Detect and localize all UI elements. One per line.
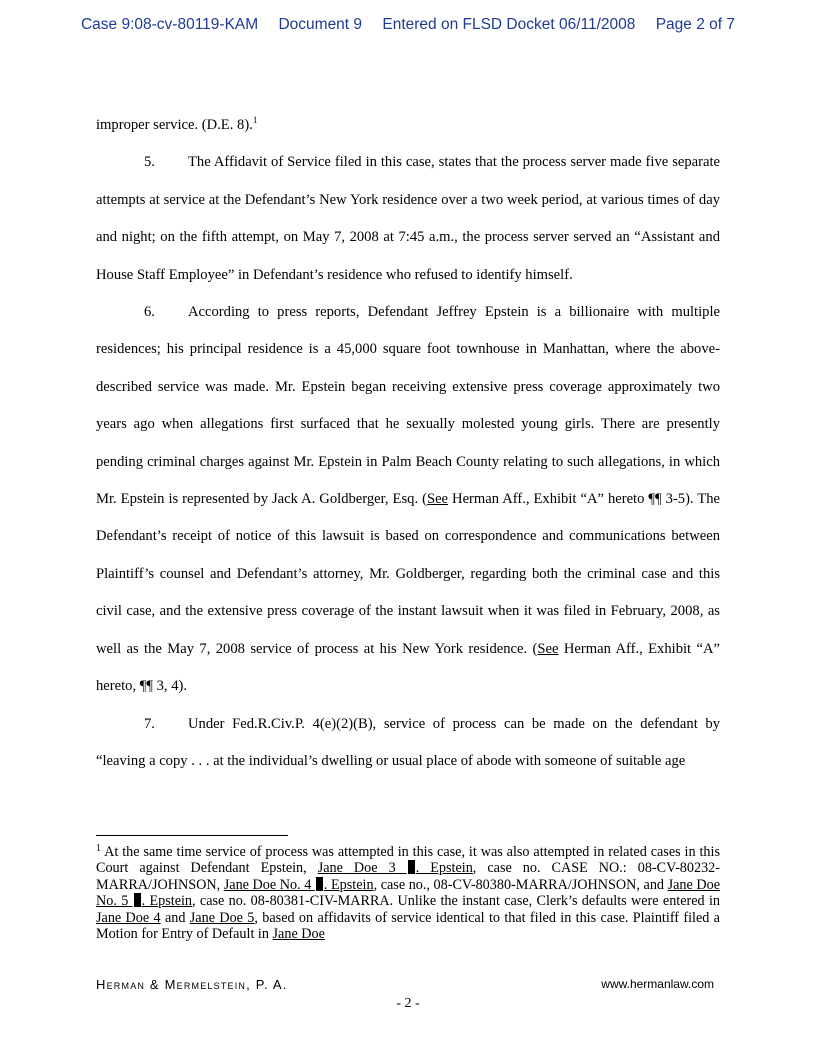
footnote-text: At the same time service of process was attempted in this case, it was also attempted in related cases in this Court against Defendant Epstein, bbox=[96, 844, 720, 877]
footnote-1 bbox=[96, 844, 720, 942]
footnote-divider bbox=[96, 835, 288, 836]
case-number: Case 9:08-cv-80119-KAM bbox=[80, 16, 259, 33]
paragraph-text: Herman Aff., Exhibit “A” hereto, ¶¶ 3, 4). bbox=[96, 640, 720, 695]
case-name: Jane Doe 4 bbox=[96, 909, 161, 926]
paragraph-text: Herman Aff., Exhibit “A” hereto ¶¶ 3-5). The Defendant’s receipt of notice of this lawsuit is based on correspondence and communications between Plaintiff’s counsel and Defendant’s attorney, Mr. Goldberger, regarding both the criminal case and this civil case, and the extensive press coverage of the instant lawsuit when it was filed in February, 2008, as well as the May 7, 2008 service of process at his New York residence. ( bbox=[96, 491, 721, 657]
case-name-part: Jane Doe No. 5 bbox=[96, 876, 720, 910]
redaction-block bbox=[134, 893, 141, 907]
see-citation: See bbox=[537, 640, 559, 657]
case-name-part: . Epstein bbox=[141, 893, 193, 910]
paragraph-7 bbox=[96, 706, 720, 781]
case-name-part: . Epstein bbox=[415, 860, 473, 877]
footnote-text: , case no. CASE NO.: 08-CV-80232-MARRA/JOHNSON, bbox=[96, 860, 720, 893]
paragraph-number: 6. bbox=[144, 304, 155, 321]
paragraph-number: 7. bbox=[144, 715, 155, 732]
paragraph-5 bbox=[96, 144, 720, 294]
paragraph-number: 5. bbox=[144, 154, 155, 171]
page-indicator: Page 2 of 7 bbox=[655, 16, 736, 33]
redaction-block bbox=[408, 860, 415, 874]
paragraph-text: According to press reports, Defendant Jeffrey Epstein is a billionaire with multiple residences; his principal residence is a 45,000 square foot townhouse in Manhattan, where the above-described service was made. Mr. Epstein began receiving extensive press coverage approximately two years ago when allegations first surfaced that he sexually molested young girls. There are presently pending criminal charges against Mr. Epstein in Palm Beach County relating to such allegations, in which Mr. Epstein is represented by Jack A. Goldberger, Esq. ( bbox=[96, 304, 720, 508]
page-number: - 2 - bbox=[396, 996, 420, 1011]
footnote-text: and bbox=[160, 909, 190, 926]
docket-header bbox=[0, 16, 816, 34]
firm-name: Herman & Mermelstein, P. A. bbox=[96, 977, 288, 992]
case-name-part: Jane Doe No. 4 bbox=[223, 876, 312, 893]
paragraph-text: The Affidavit of Service filed in this case, states that the process server made five separate attempts at service at the Defendant’s New York residence over a two week period, at various times of day and night; on the fifth attempt, on May 7, 2008 at 7:45 a.m., the process server served an “Assistant and House Staff Employee” in Defendant’s residence who refused to identify himself. bbox=[96, 154, 720, 283]
document-body bbox=[96, 107, 720, 780]
paragraph-text: improper service. (D.E. 8). bbox=[96, 117, 253, 133]
paragraph-text: Under Fed.R.Civ.P. 4(e)(2)(B), service of process can be made on the defendant by “leaving a copy . . . at the individual’s dwelling or usual place of abode with someone of suitable age bbox=[96, 715, 720, 769]
document-number: Document 9 bbox=[278, 16, 363, 33]
footnote-ref[interactable]: 1 bbox=[252, 115, 258, 125]
page-footer bbox=[96, 977, 720, 992]
paragraph-6 bbox=[96, 294, 720, 705]
case-name bbox=[318, 860, 473, 876]
footnote-text: , case no. 08-80381-CIV-MARRA. Unlike the instant case, Clerk’s defaults were entered in bbox=[192, 893, 720, 910]
case-name: Jane Doe 5 bbox=[189, 909, 255, 926]
redaction-block bbox=[316, 877, 323, 891]
footnote-text: , based on affidavits of service identical to that filed in this case. Plaintiff filed a Motion for Entry of Default in bbox=[96, 909, 720, 943]
footnote-text: , case no., 08-CV-80380-MARRA/JOHNSON, and bbox=[373, 876, 668, 893]
firm-url[interactable]: www.hermanlaw.com bbox=[601, 977, 714, 991]
case-name bbox=[224, 877, 374, 893]
case-name-part: . Epstein bbox=[323, 876, 374, 893]
case-name: Jane Doe bbox=[272, 926, 325, 943]
case-name-part: Jane Doe 3 bbox=[317, 860, 396, 877]
entered-date: Entered on FLSD Docket 06/11/2008 bbox=[382, 16, 636, 33]
paragraph-continuation bbox=[96, 107, 720, 144]
see-citation: See bbox=[426, 491, 449, 508]
footnote-number: 1 bbox=[96, 843, 101, 854]
